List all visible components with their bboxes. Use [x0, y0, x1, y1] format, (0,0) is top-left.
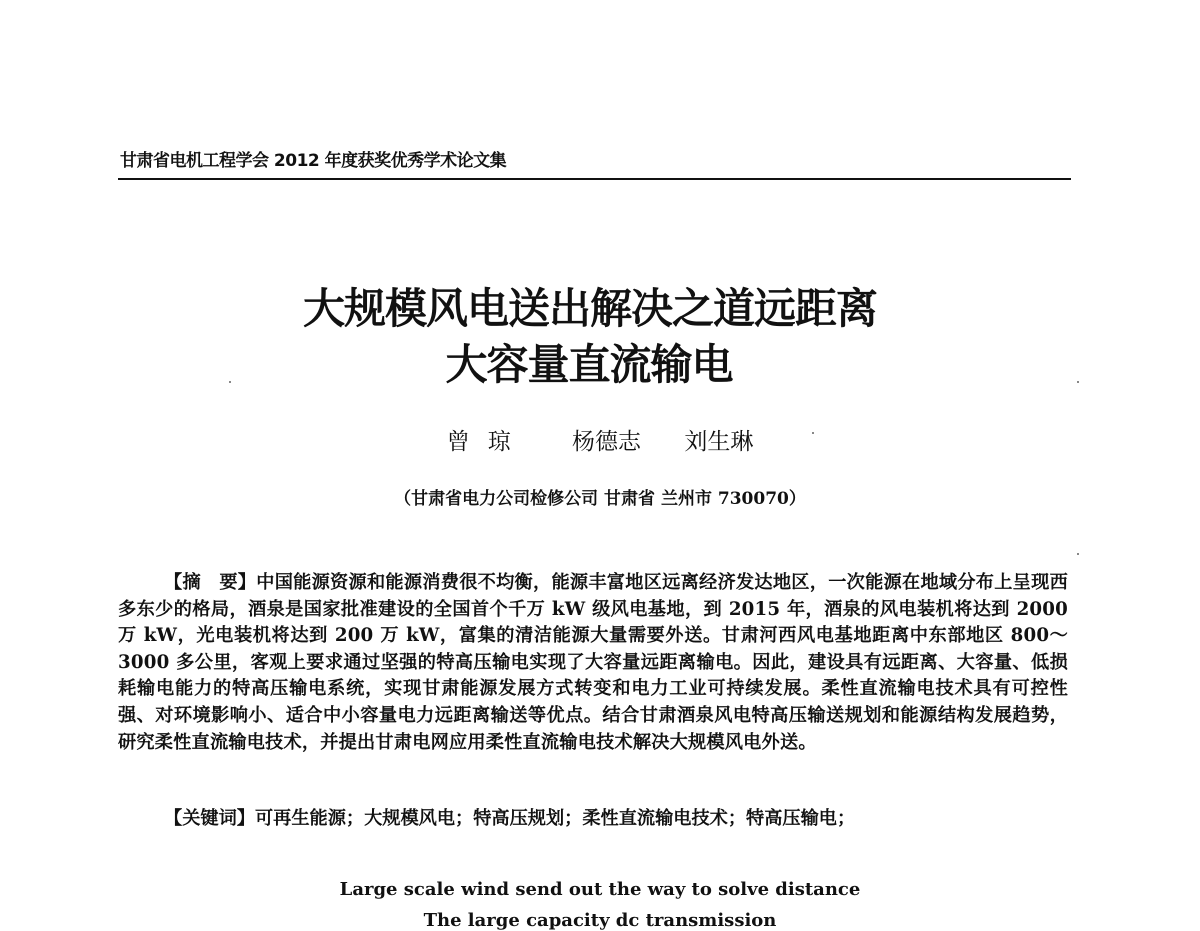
keywords-label: 【关键词】: [164, 808, 255, 829]
paper-title-line-1: 大规模风电送出解决之道远距离: [302, 284, 877, 333]
author-name: 曾琼: [446, 429, 529, 455]
english-title-line-1: Large scale wind send out the way to solve distance: [339, 879, 861, 900]
scan-speck: [1077, 381, 1079, 383]
running-header: 甘肃省电机工程学会 2012 年度获奖优秀学术论文集: [120, 151, 507, 171]
abstract-label: 【摘 要】: [164, 572, 257, 593]
author-name: 刘生琳: [684, 429, 754, 455]
scan-speck: [1077, 553, 1079, 555]
affiliation: （甘肃省电力公司检修公司 甘肃省 兰州市 730070）: [394, 489, 806, 509]
author-name: 杨德志: [572, 429, 641, 455]
abstract-text: 中国能源资源和能源消费很不均衡，能源丰富地区远离经济发达地区，一次能源在地域分布上呈现西多东少的格局，酒泉是国家批准建设的全国首个千万 kW 级风电基地，到 2015 年，酒泉的风电装机将达到 2000 万 kW，光电装机将达到 200 万 kW，富集的清洁能源大量需要外送。甘肃河西风电基地距离中东部地区 800～3000 多公里，客观上要求通过坚强的特高压输电实现了大容量远距离输电。因此，建设具有远距离、大容量、低损耗输电能力的特高压输电系统，实现甘肃能源发展方式转变和电力工业可持续发展。柔性直流输电技术具有可控性强、对环境影响小、适合中小容量电力远距离输送等优点。结合甘肃酒泉风电特高压输送规划和能源结构发展趋势，研究柔性直流输电技术，并提出甘肃电网应用柔性直流输电技术解决大规模风电外送。: [118, 572, 1068, 753]
english-title-line-2: The large capacity dc transmission: [423, 910, 777, 931]
scan-speck: [229, 381, 231, 383]
paper-title-line-2: 大容量直流输电: [445, 340, 733, 389]
keywords: [164, 804, 855, 830]
header-rule: [118, 178, 1071, 180]
abstract: [118, 570, 1068, 756]
scan-speck: [812, 432, 814, 434]
keywords-text: 可再生能源；大规模风电；特高压规划；柔性直流输电技术；特高压输电；: [254, 808, 856, 829]
author-list: [0, 423, 1200, 456]
